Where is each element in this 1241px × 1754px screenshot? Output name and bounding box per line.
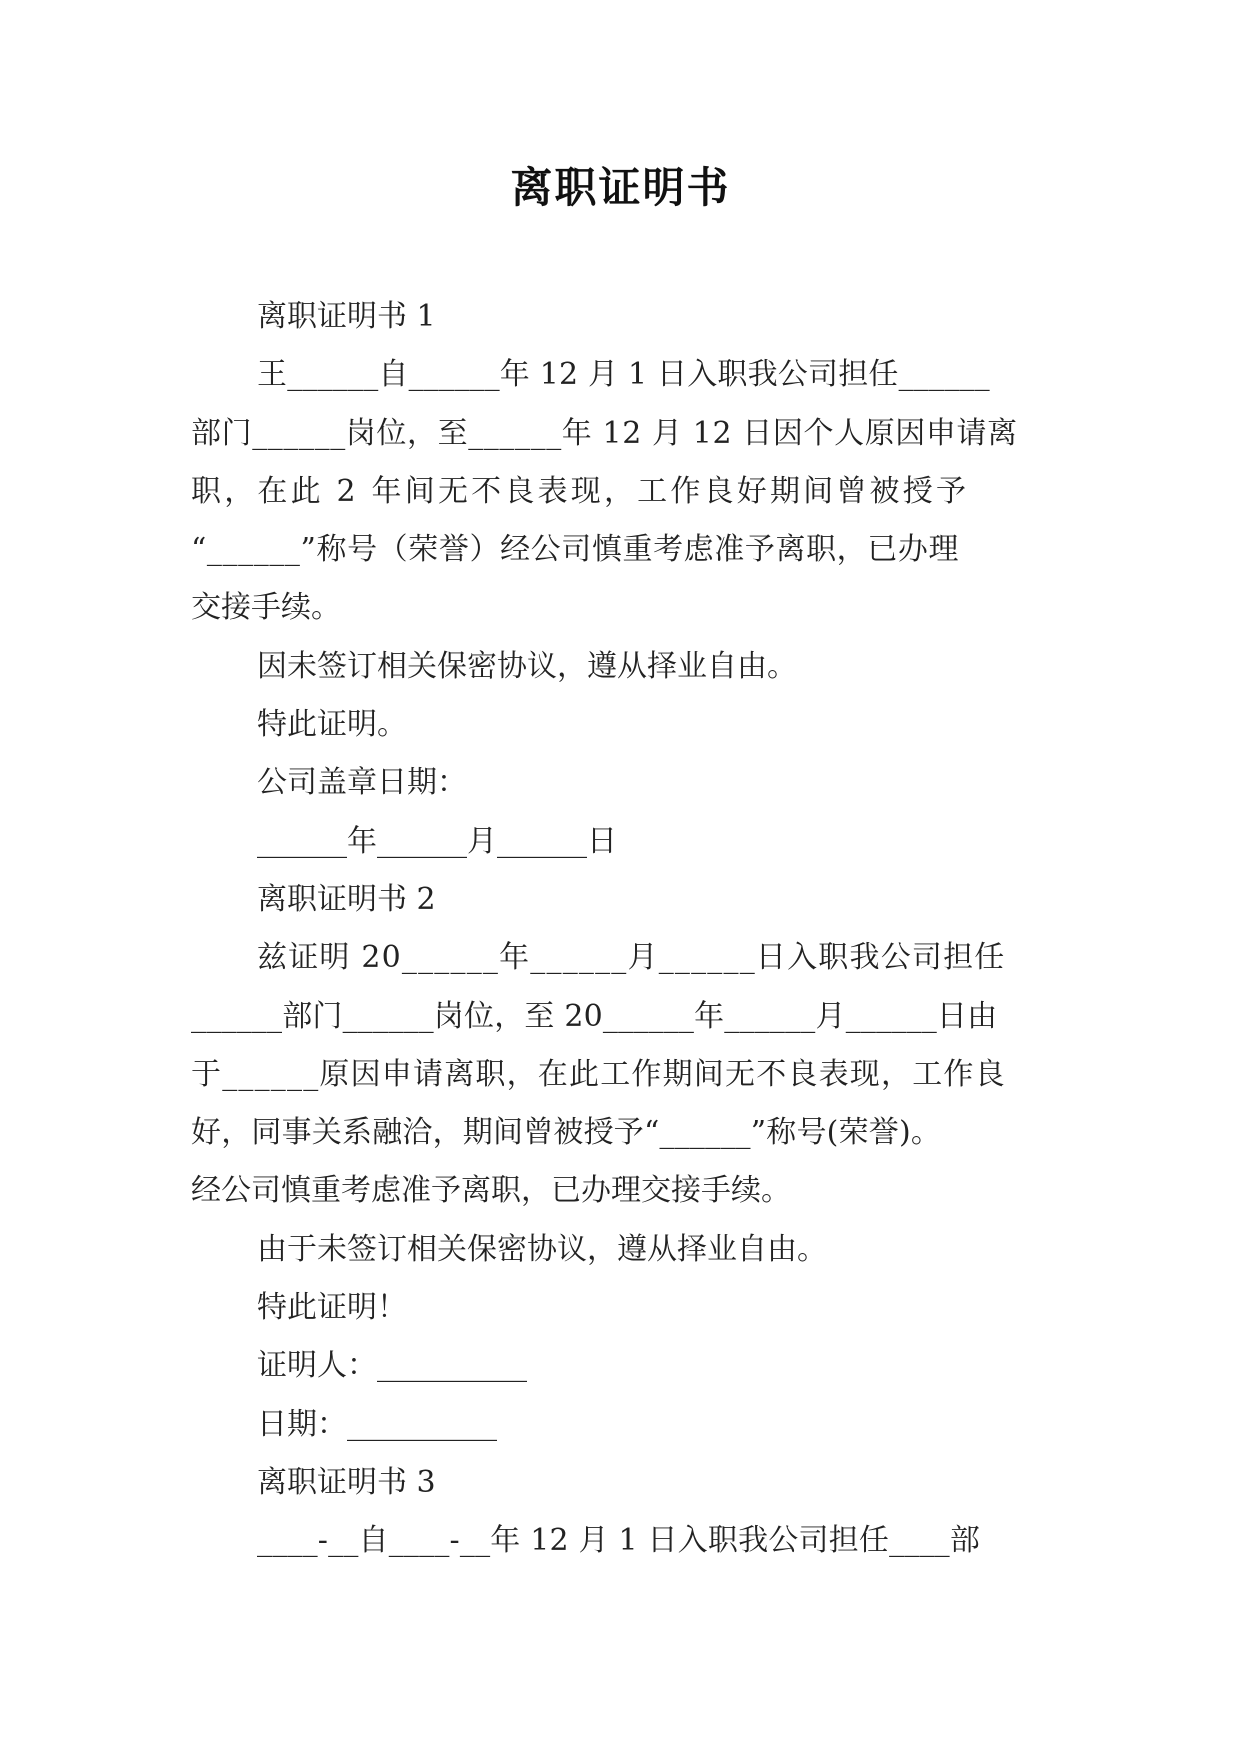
text-line: 由于未签订相关保密协议，遵从择业自由。 xyxy=(257,1231,827,1267)
text-line: “______”称号（荣誉）经公司慎重考虑准予离职，已办理 xyxy=(191,532,960,568)
certifier-line: 证明人：__________ xyxy=(257,1348,527,1384)
text-line: 因未签订相关保密协议，遵从择业自由。 xyxy=(257,648,797,684)
text-line: 职，在此 2 年间无不良表现，工作良好期间曾被授予 xyxy=(191,473,970,509)
text-line: 公司盖章日期： xyxy=(257,765,467,801)
document-title: 离职证明书 xyxy=(510,163,731,212)
document-body xyxy=(191,288,1051,1571)
section-heading-1: 离职证明书 1 xyxy=(257,299,436,334)
text-line: 兹证明 20______年______月______日入职我公司担任 xyxy=(257,940,1006,976)
text-line: ____-__自____-__年 12 月 1 日入职我公司担任____部 xyxy=(257,1523,981,1559)
text-line: ______部门______岗位，至 20______年______月______日由 xyxy=(191,998,998,1034)
text-line: 好，同事关系融洽，期间曾被授予“______”称号(荣誉)。 xyxy=(191,1115,942,1151)
section-heading-2: 离职证明书 2 xyxy=(257,881,436,917)
text-line: 特此证明。 xyxy=(257,707,407,743)
section-heading-3: 离职证明书 3 xyxy=(257,1464,436,1500)
text-line: 特此证明！ xyxy=(257,1290,407,1326)
date-blank-line: ______年______月______日 xyxy=(257,823,617,859)
text-line: 部门______岗位，至______年 12 月 12 日因个人原因申请离 xyxy=(191,415,1018,451)
text-line: 王______自______年 12 月 1 日入职我公司担任______ xyxy=(257,357,990,393)
date-line: 日期：__________ xyxy=(257,1406,497,1442)
text-line: 经公司慎重考虑准予离职，已办理交接手续。 xyxy=(191,1173,791,1209)
text-line: 交接手续。 xyxy=(191,590,341,626)
text-line: 于______原因申请离职，在此工作期间无不良表现，工作良 xyxy=(191,1056,1006,1092)
